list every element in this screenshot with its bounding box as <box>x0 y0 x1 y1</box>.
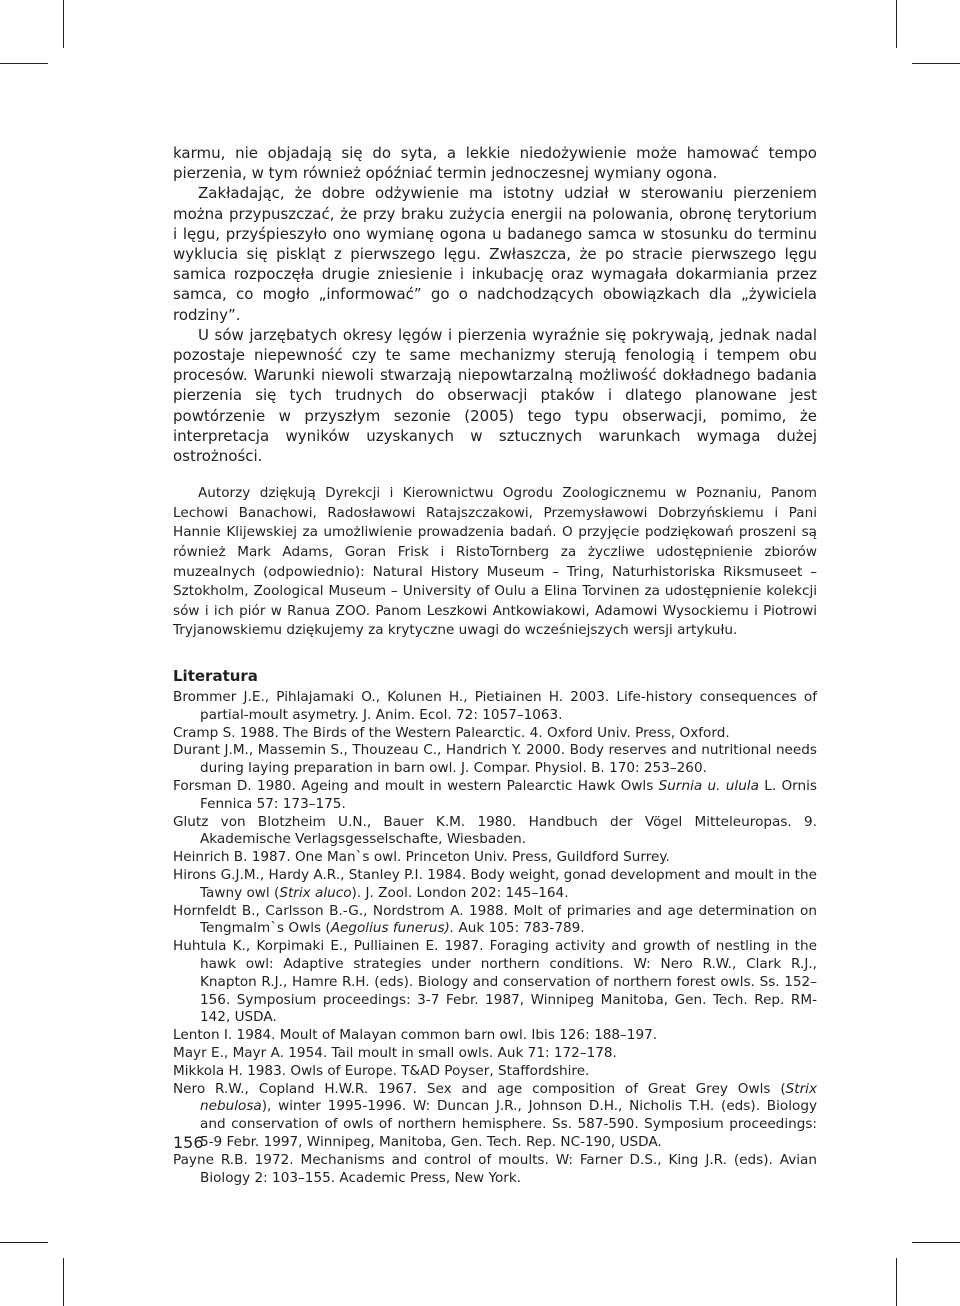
crop-mark-top-left <box>63 0 64 48</box>
reference-item: Lenton I. 1984. Moult of Malayan common barn owl. Ibis 126: 188–197. <box>173 1027 658 1044</box>
crop-mark-top-left-h <box>0 63 48 64</box>
reference-item: Forsman D. 1980. Ageing and moult in western Palearctic Hawk Owls Surnia u. ulula L. Ornis Fennica 57: 173–175. <box>173 777 818 812</box>
crop-mark-bottom-left-h <box>0 1242 48 1243</box>
reference-item: Cramp S. 1988. The Birds of the Western Palearctic. 4. Oxford Univ. Press, Oxford. <box>173 724 730 741</box>
crop-mark-top-right <box>896 0 897 48</box>
reference-item: Durant J.M., Massemin S., Thouzeau C., Handrich Y. 2000. Body reserves and nutritional needs during laying preparation in barn owl. J. Compar. Physiol. B. 170: 253–260. <box>173 742 817 777</box>
body-paragraph-3: U sów jarzębatych okresy lęgów i pierzenia wyraźnie się pokrywają, jednak nadal pozostaje niepewność czy te same mechanizmy sterują fenologią i tempem obu procesów. Warunki niewoli stwarzają niepowtarzalną możliwość dokładnego badania pierzenia się tych trudnych do obserwacji ptaków i dlatego planowane jest powtórzenie w przyszłym sezonie (2005) tego typu obserwacji, pomimo, że interpretacja wyników uzyskanych w sztucznych warunkach wymaga dużej ostrożności. <box>173 325 817 466</box>
reference-item: Nero R.W., Copland H.W.R. 1967. Sex and age composition of Great Grey Owls (Strix nebulosa), winter 1995-1996. W: Duncan J.R., Johnson D.H., Nicholis T.H. (eds). Biology and conservation of owls of northern hemisphere. Ss. 587-590. Symposium proceedings: 5-9 Febr. 1997, Winnipeg, Manitoba, Gen. Tech. Rep. NC-190, USDA. <box>173 1080 817 1150</box>
reference-list <box>173 689 817 1187</box>
page-content <box>173 143 817 1187</box>
reference-item: Payne R.B. 1972. Mechanisms and control of moults. W: Farner D.S., King J.R. (eds). Avian Biology 2: 103–155. Academic Press, New York. <box>173 1151 817 1186</box>
reference-item: Mikkola H. 1983. Owls of Europe. T&AD Poyser, Staffordshire. <box>173 1062 590 1079</box>
reference-item: Hornfeldt B., Carlsson B.-G., Nordstrom A. 1988. Molt of primaries and age determination on Tengmalm`s Owls (Aegolius funerus). Auk 105: 783-789. <box>173 902 817 937</box>
reference-item: Heinrich B. 1987. One Man`s owl. Princeton Univ. Press, Guildford Surrey. <box>173 849 670 866</box>
acknowledgements: Autorzy dziękują Dyrekcji i Kierownictwu Ogrodu Zoologicznemu w Poznaniu, Panom Lechowi Banachowi, Radosławowi Ratajszczakowi, Przemysławowi Dobrzyńskiemu i Pani Hannie Klijewskiej za umożliwienie prowadzenia badań. O przyjęcie podziękowań proszeni są również Mark Adams, Goran Frisk i RistoTornberg za życzliwe udostępnienie zbiorów muzealnych (odpowiednio): Natural History Museum – Tring, Naturhistoriska Riksmuseet – Sztokholm, Zoological Museum – University of Oulu a Elina Torvinen za udostępnienie kolekcji sów i ich piór w Ranua ZOO. Panom Leszkowi Antkowiakowi, Adamowi Wysockiemu i Piotrowi Tryjanowskiemu dziękujemy za krytyczne uwagi do wcześniejszych wersji artykułu. <box>173 485 817 639</box>
reference-item: Brommer J.E., Pihlajamaki O., Kolunen H., Pietiainen H. 2003. Life-history consequences of partial-moult asymetry. J. Anim. Ecol. 72: 1057–1063. <box>173 689 817 723</box>
reference-item: Mayr E., Mayr A. 1954. Tail moult in small owls. Auk 71: 172–178. <box>173 1044 617 1061</box>
page-number: 156 <box>173 1133 204 1152</box>
reference-item: Huhtula K., Korpimaki E., Pulliainen E. 1987. Foraging activity and growth of nestling in the hawk owl: Adaptive strategies under northern conditions. W: Nero R.W., Clark R.J., Knapton R.J., Hamre R.H. (eds). Biology and conservation of northern forest owls. Ss. 152–156. Symposium proceedings: 3-7 Febr. 1987, Winnipeg Manitoba, Gen. Tech. Rep. RM-142, USDA. <box>173 938 817 1026</box>
body-paragraph-1: karmu, nie objadają się do syta, a lekkie niedożywienie może hamować tempo pierzenia, w tym również opóźniać termin jednoczesnej wymiany ogona. <box>173 144 817 183</box>
crop-mark-bottom-right-h <box>912 1242 960 1243</box>
crop-mark-bottom-left <box>63 1258 64 1306</box>
body-paragraph-2: Zakładając, że dobre odżywienie ma istotny udział w sterowaniu pierzeniem można przypuszczać, że przy braku zużycia energii na polowania, obronę terytorium i lęgu, przyśpieszyło ono wymianę ogona u badanego samca w stosunku do terminu wyklucia się piskląt z pierwszego lęgu. Zwłaszcza, że po stracie pierwszego lęgu samica rozpoczęła drugie zniesienie i inkubację oraz wymagała dokarmiania przez samca, co mogło „informować” go o nadchodzących obowiązkach dla „żywiciela rodziny”. <box>173 184 817 324</box>
reference-item: Glutz von Blotzheim U.N., Bauer K.M. 1980. Handbuch der Vögel Mitteleuropas. 9. Akademische Verlagsgesselschafte, Wiesbaden. <box>173 813 817 848</box>
literature-heading: Literatura <box>173 667 258 685</box>
reference-item: Hirons G.J.M., Hardy A.R., Stanley P.I. 1984. Body weight, gonad development and moult in the Tawny owl (Strix aluco). J. Zool. London 202: 145–164. <box>173 866 817 901</box>
crop-mark-top-right-h <box>912 63 960 64</box>
crop-mark-bottom-right <box>896 1258 897 1306</box>
